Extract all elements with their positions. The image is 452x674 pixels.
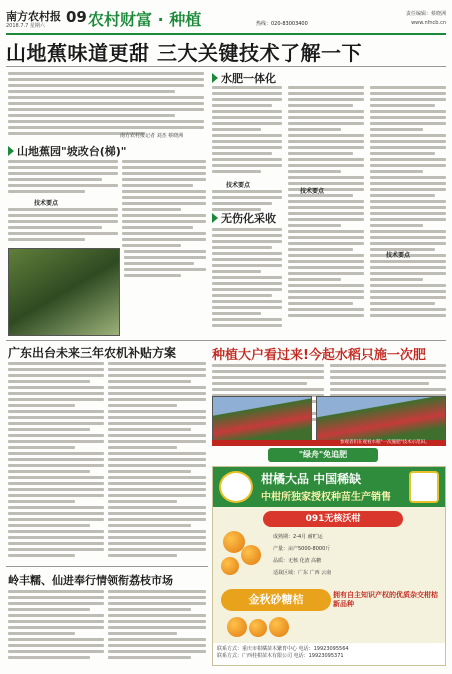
ad-spec-3: 品质：无核 化渣 高糖 <box>273 558 322 564</box>
tech-points-heading-4: 技术要点 <box>386 252 411 259</box>
second-variety-badge: 金秋砂糖桔 <box>221 589 331 611</box>
newspaper-logo: 南方农村报 <box>6 10 61 23</box>
left-divider <box>6 566 208 567</box>
harvest-text <box>212 228 282 330</box>
ad-header <box>213 467 445 507</box>
ad-subtitle: 中柑所独家授权种苗生产销售 <box>261 492 391 503</box>
orange-icon <box>221 557 239 575</box>
section-title: 农村财富 · 种植 <box>88 10 202 29</box>
ad-title: 柑橘大品 中国稀缺 <box>261 472 362 486</box>
issue-date: 2018.7.7 星期六 <box>6 23 45 29</box>
column4-text <box>370 86 446 320</box>
website: www.nfncb.cn <box>411 20 446 26</box>
product-banner: "绿舟"免追肥 <box>268 448 378 462</box>
triangle-icon <box>212 213 218 223</box>
ad-spec-2: 产量：亩产5000-8000斤 <box>273 546 331 552</box>
lychee-text-col2 <box>108 590 206 662</box>
ad-spec-4: 适栽区域：广东 广西 云南 <box>273 570 332 576</box>
ad-promo-text: 拥有自主知识产权的优质杂交柑桔新品种 <box>333 591 438 608</box>
lychee-text-col1 <box>8 590 104 662</box>
tech-points-heading-1: 技术要点 <box>34 200 59 207</box>
editor-credit: 责任编辑：蔡晓洲 <box>405 11 446 17</box>
rice-fertilizer-title: 种植大户看过来!今起水稻只施一次肥 <box>212 348 426 363</box>
main-headline: 山地蕉味道更甜 三大关键技术了解一下 <box>6 41 362 65</box>
variety-name: 091无核沃柑 <box>263 511 403 527</box>
slope-text <box>8 160 118 196</box>
photo-caption-text <box>124 250 206 280</box>
page-number: 09 <box>66 8 87 26</box>
slope-text-col2 <box>122 160 206 250</box>
tech-points-1 <box>8 208 118 244</box>
group-photo-1 <box>212 396 312 442</box>
machinery-text-col2 <box>108 362 206 560</box>
subhead-fertilizer: 水肥一体化 <box>212 70 276 86</box>
hotline: 热线：020-83003400 <box>256 21 308 27</box>
institute-logo-icon <box>219 471 253 503</box>
group-photo-2 <box>316 396 446 442</box>
headline-divider <box>6 66 446 67</box>
byline: 南方农村报记者 刘杰 蔡晓洲 <box>120 133 184 139</box>
ad-contact <box>213 643 445 665</box>
orange-icon <box>249 619 267 637</box>
triangle-icon <box>8 146 14 156</box>
intro-text <box>8 72 204 138</box>
section-divider <box>6 340 446 341</box>
machinery-text-col1 <box>8 362 104 560</box>
subhead-slope: 山地蕉园"坡改台(梯)" <box>8 143 127 159</box>
banana-slope-photo <box>8 248 120 336</box>
lychee-market-title: 岭丰糯、仙进奉行情领衔荔枝市场 <box>8 574 173 587</box>
seedling-logo-icon <box>409 471 439 503</box>
masthead-rule <box>6 33 446 35</box>
orange-icon <box>269 617 289 637</box>
tech-points-heading-3: 技术要点 <box>300 188 325 195</box>
contact-line-1: 联系方式：重庆市柑橘苗木繁育中心 电话：19923095564 <box>217 646 349 652</box>
column3-text <box>288 86 364 320</box>
masthead <box>6 6 446 32</box>
ad-spec-1: 成熟期：2-4月 耐贮运 <box>273 534 323 540</box>
fertilizer-text <box>212 86 282 176</box>
orange-icon <box>241 545 261 565</box>
subhead-pollution: 无伤化采收 <box>212 210 276 226</box>
orange-icon <box>227 617 247 637</box>
citrus-advertisement <box>212 466 446 666</box>
contact-line-2: 联系方式：广西桂柑苗木有限公司 电话：19923095371 <box>217 653 344 659</box>
machinery-subsidy-title: 广东出台未来三年农机补贴方案 <box>8 346 177 360</box>
photo-caption: 参观者们在观看水稻"一次施肥"技术示范田。 <box>340 440 430 445</box>
triangle-icon <box>212 73 218 83</box>
tech-points-heading-2: 技术要点 <box>226 182 251 189</box>
